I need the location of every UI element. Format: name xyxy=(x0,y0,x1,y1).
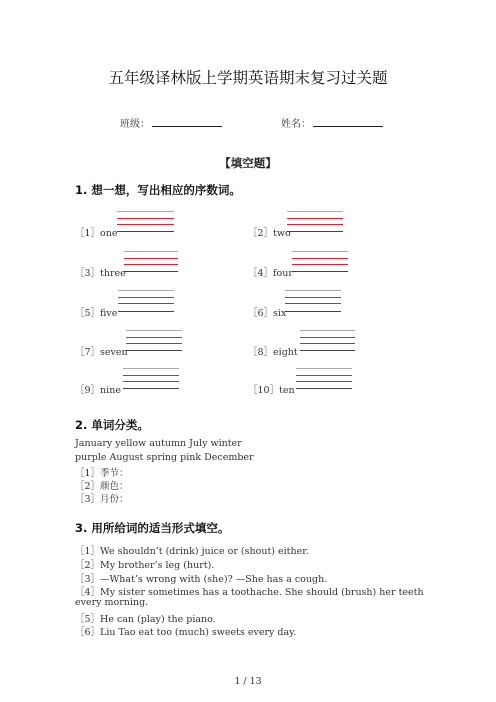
name-label: 姓名： xyxy=(281,119,311,130)
sentence-item: ［3］—What’s wrong with (she)? —She has a cough. xyxy=(75,574,328,585)
sentence-item: ［4］My sister sometimes has a toothache. She should (brush) her teeth xyxy=(75,587,424,598)
name-blank[interactable] xyxy=(313,116,383,127)
section-title: 【填空题】 xyxy=(219,156,277,170)
class-label: 班级： xyxy=(120,119,150,130)
page-title: 五年级译林版上学期英语期末复习过关题 xyxy=(108,69,388,87)
page-number: 1 / 13 xyxy=(234,676,262,687)
ordinal-item: ［2］two xyxy=(248,228,291,239)
name-field xyxy=(281,115,383,130)
category-item: ［1］季节： xyxy=(75,468,129,479)
word-bank-line: January yellow autumn July winter xyxy=(75,438,242,449)
ordinal-item: ［10］ten xyxy=(248,385,295,396)
ordinal-item: ［7］seven xyxy=(75,347,128,358)
ordinal-item: ［6］six xyxy=(248,308,287,319)
ordinal-item: ［5］five xyxy=(75,308,118,319)
category-item: ［2］颜色： xyxy=(75,481,129,492)
word-bank-line: purple August spring pink December xyxy=(75,452,254,463)
ordinal-item: ［8］eight xyxy=(248,347,298,358)
sentence-item: ［1］We shouldn’t (drink) juice or (shout) either. xyxy=(75,546,309,557)
question-2-heading: 2. 单词分类。 xyxy=(75,418,149,432)
category-item: ［3］月份： xyxy=(75,494,129,505)
sentence-item-continued: every morning. xyxy=(75,597,149,608)
class-blank[interactable] xyxy=(152,116,222,127)
ordinal-item: ［9］nine xyxy=(75,385,121,396)
question-3-heading: 3. 用所给词的适当形式填空。 xyxy=(75,521,230,535)
sentence-item: ［6］Liu Tao eat too (much) sweets every day. xyxy=(75,627,297,638)
sentence-item: ［2］My brother’s leg (hurt). xyxy=(75,560,215,571)
ordinal-item: ［3］three xyxy=(75,268,126,279)
ordinal-item: ［1］one xyxy=(75,228,118,239)
ordinal-item: ［4］four xyxy=(248,268,293,279)
question-1-heading: 1. 想一想，写出相应的序数词。 xyxy=(75,183,241,197)
sentence-item: ［5］He can (play) the piano. xyxy=(75,614,216,625)
class-field xyxy=(120,115,222,130)
